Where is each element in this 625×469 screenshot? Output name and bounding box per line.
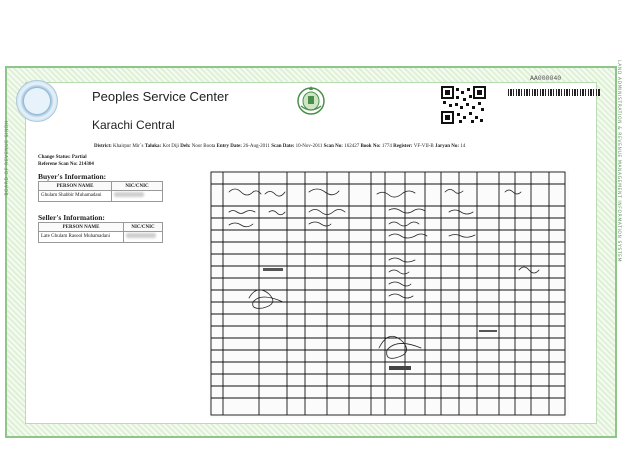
change-status: Change Status: Partial <box>38 155 87 160</box>
record-info-line: District: Khairpur Mir`s Taluka: Kot Diji Deh: Noor Boota Entry Date: 26-Aug-2011 Scan Date: 10-Nov-2011 Scan No: 162427 Book No: 1774 Register: VF-VII-B Jaryan No: 14 <box>94 144 466 149</box>
scanned-register-page <box>209 170 569 418</box>
qr-code-icon <box>441 86 486 124</box>
page-title: Peoples Service Center <box>92 89 229 104</box>
buyer-col-cnic: NIC/CNIC <box>112 182 163 191</box>
side-text-right: LAND ADMINISTRATION & REVENUE MANAGEMENT INFORMATION SYSTEM <box>616 60 621 263</box>
psc-logo-icon <box>16 80 58 122</box>
seller-col-person: PERSON NAME <box>39 223 124 232</box>
seller-col-cnic: NIC/CNIC <box>124 223 163 232</box>
barcode-icon <box>508 89 600 96</box>
buyer-cnic-redacted <box>112 191 163 202</box>
page-subtitle: Karachi Central <box>92 118 175 132</box>
seller-name: Late Ghulam Rasool Muhamadani <box>39 232 124 243</box>
buyer-heading: Buyer's Information: <box>38 172 107 181</box>
reference-scan: Referene Scan No: 214304 <box>38 162 94 167</box>
serial-number: AA000040 <box>530 75 562 82</box>
seller-cnic-redacted <box>124 232 163 243</box>
government-emblem-icon <box>296 84 326 116</box>
buyer-table <box>38 181 163 202</box>
seller-heading: Seller's Information: <box>38 213 105 222</box>
buyer-col-person: PERSON NAME <box>39 182 112 191</box>
buyer-name: Ghulam Shabbir Muhamadani <box>39 191 112 202</box>
seller-table <box>38 222 163 243</box>
side-text-left: BOARD OF REVENUE SINDH <box>5 120 10 196</box>
